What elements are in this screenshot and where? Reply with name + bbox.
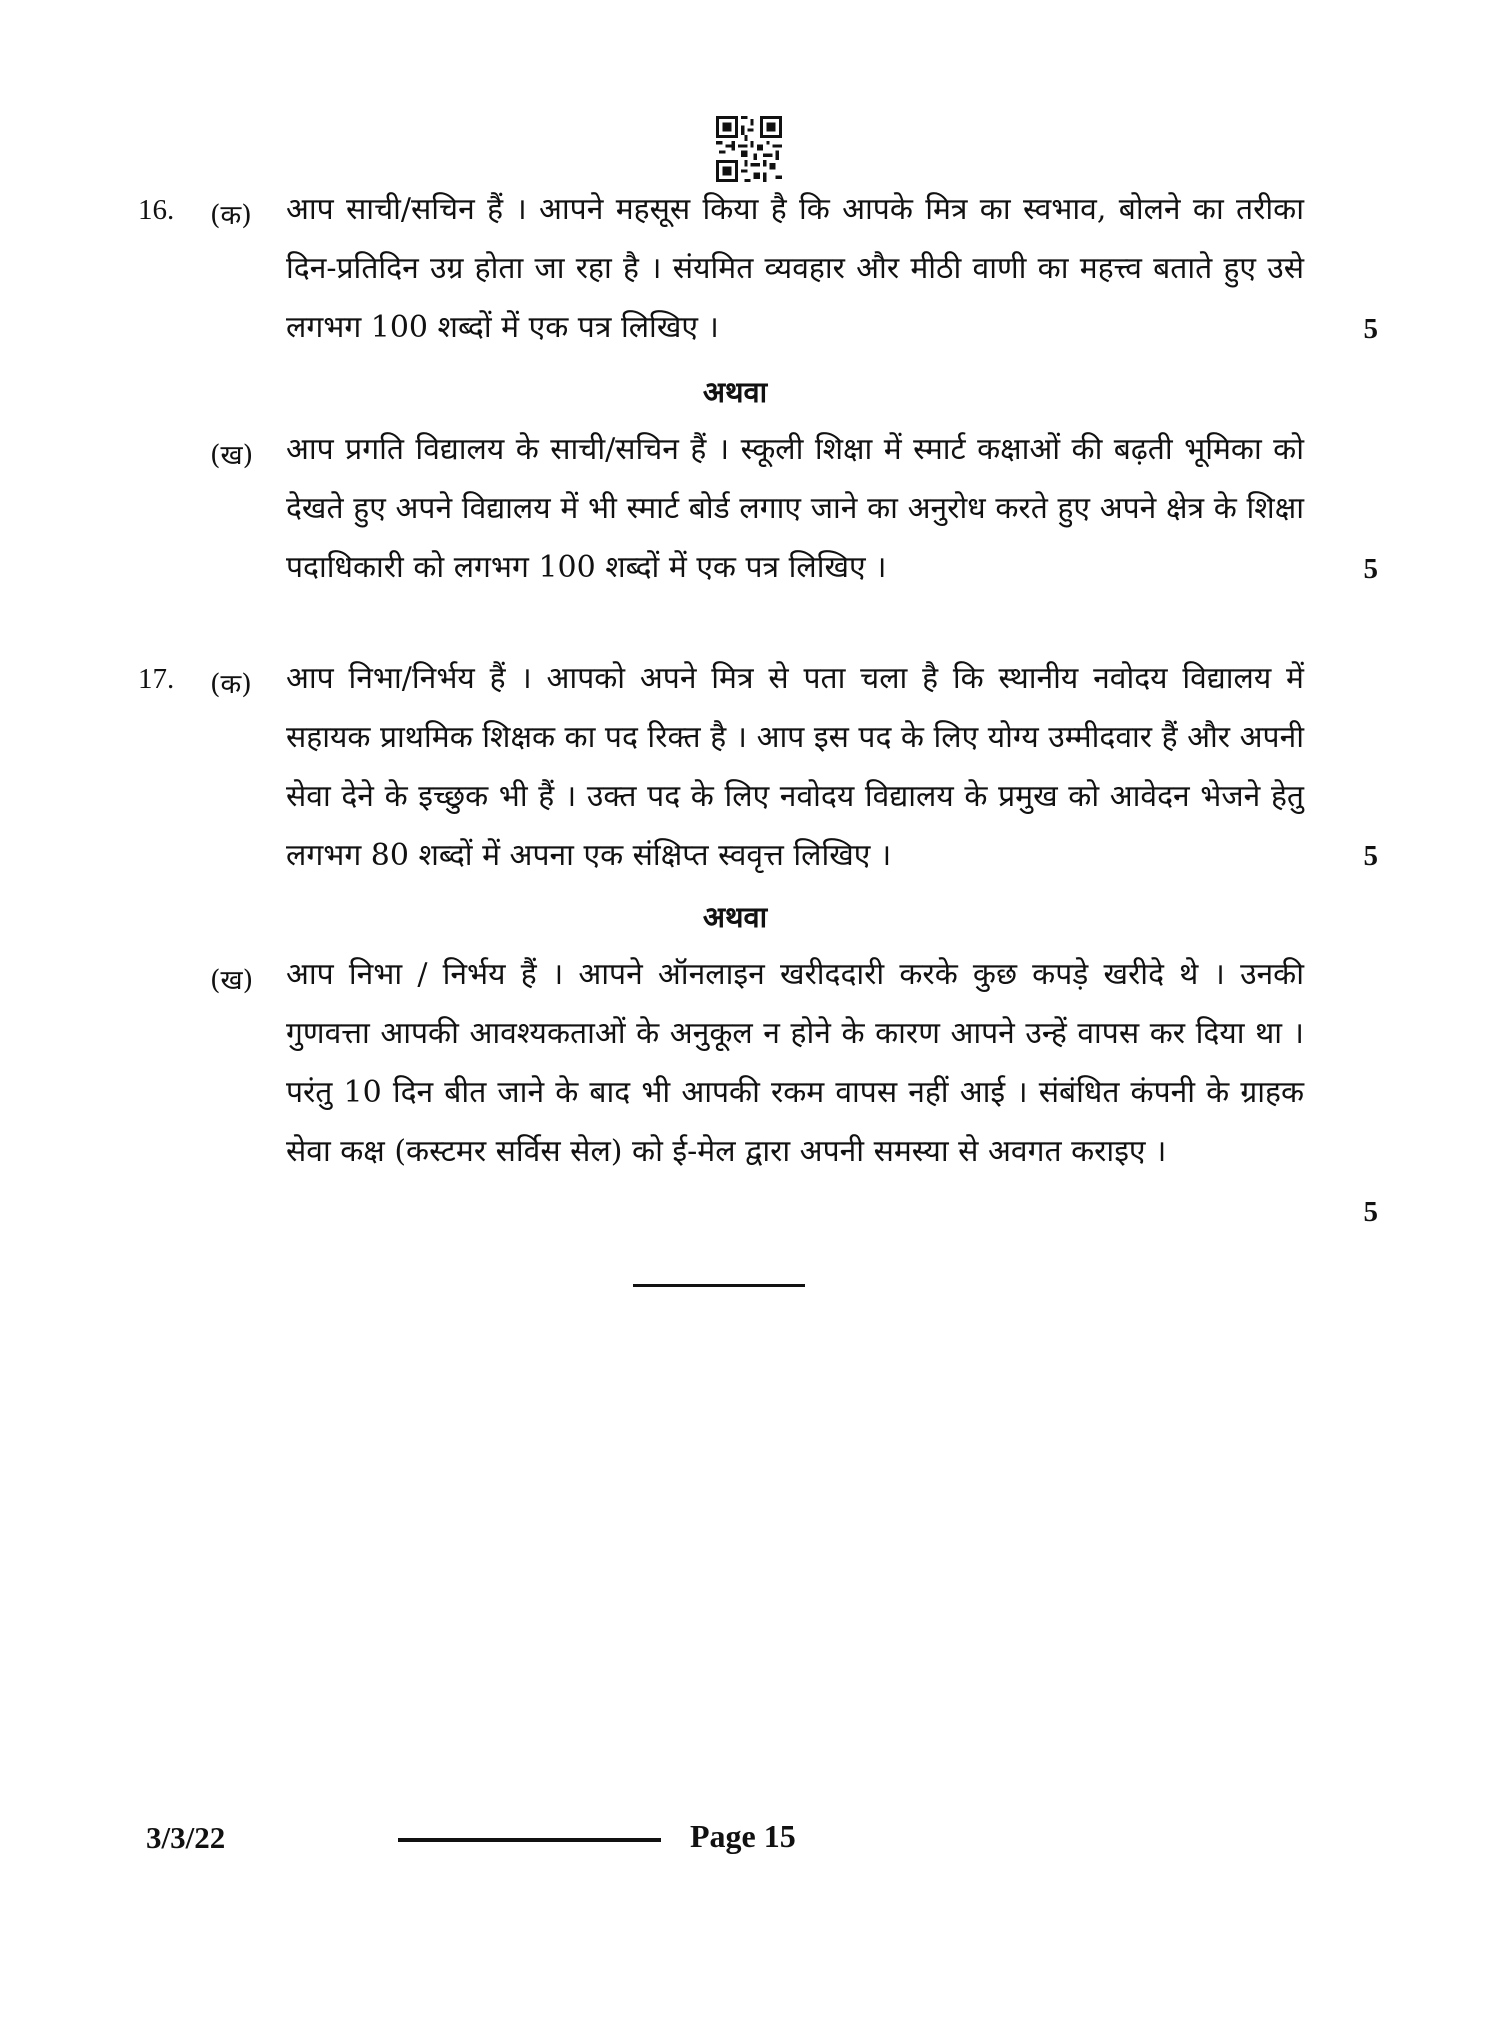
end-divider — [633, 1284, 805, 1287]
question-number: 17. — [138, 663, 175, 695]
question-part-label: (ख) — [210, 965, 254, 996]
question-part-label: (क) — [210, 200, 252, 231]
or-separator: अथवा — [702, 900, 768, 934]
footer-divider — [398, 1838, 661, 1842]
or-separator: अथवा — [702, 375, 768, 409]
marks-value: 5 — [1363, 840, 1378, 872]
marks-value: 5 — [1363, 1196, 1378, 1228]
marks-value: 5 — [1363, 553, 1378, 585]
question-text: आप प्रगति विद्यालय के साची/सचिन हैं । स्कूली शिक्षा में स्मार्ट कक्षाओं की बढ़ती भूमिका को देखते हुए अपने विद्यालय में भी स्मार्ट बोर्ड लगाए जाने का अनुरोध करते हुए अपने क्षेत्र के शिक्षा पदाधिकारी को लगभग 100 शब्दों में एक पत्र लिखिए । — [286, 432, 1304, 585]
question-part-label: (ख) — [210, 440, 254, 471]
question-text: आप निभा / निर्भय हैं । आपने ऑनलाइन खरीददारी करके कुछ कपड़े खरीदे थे । उनकी गुणवत्ता आपकी आवश्यकताओं के अनुकूल न होने के कारण आपने उन्हें वापस कर दिया था । परंतु 10 दिन बीत जाने के बाद भी आपकी रकम वापस नहीं आई । संबंधित कंपनी के ग्राहक सेवा कक्ष (कस्टमर सर्विस सेल) को ई-मेल द्वारा अपनी समस्या से अवगत कराइए । — [286, 957, 1304, 1169]
question-part-label: (क) — [210, 669, 252, 700]
question-number: 16. — [138, 194, 175, 226]
qr-code-icon — [716, 116, 782, 182]
page-number: Page 15 — [690, 1818, 796, 1854]
marks-value: 5 — [1363, 313, 1378, 345]
question-text: आप निभा/निर्भय हैं । आपको अपने मित्र से पता चला है कि स्थानीय नवोदय विद्यालय में सहायक प्राथमिक शिक्षक का पद रिक्त है । आप इस पद के लिए योग्य उम्मीदवार हैं और अपनी सेवा देने के इच्छुक भी हैं । उक्त पद के लिए नवोदय विद्यालय के प्रमुख को आवेदन भेजने हेतु लगभग 80 शब्दों में अपना एक संक्षिप्त स्ववृत्त लिखिए । — [286, 661, 1304, 873]
paper-code: 3/3/22 — [146, 1820, 226, 1855]
question-text: आप साची/सचिन हैं । आपने महसूस किया है कि आपके मित्र का स्वभाव, बोलने का तरीका दिन-प्रतिदिन उग्र होता जा रहा है । संयमित व्यवहार और मीठी वाणी का महत्त्व बताते हुए उसे लगभग 100 शब्दों में एक पत्र लिखिए । — [286, 192, 1304, 345]
